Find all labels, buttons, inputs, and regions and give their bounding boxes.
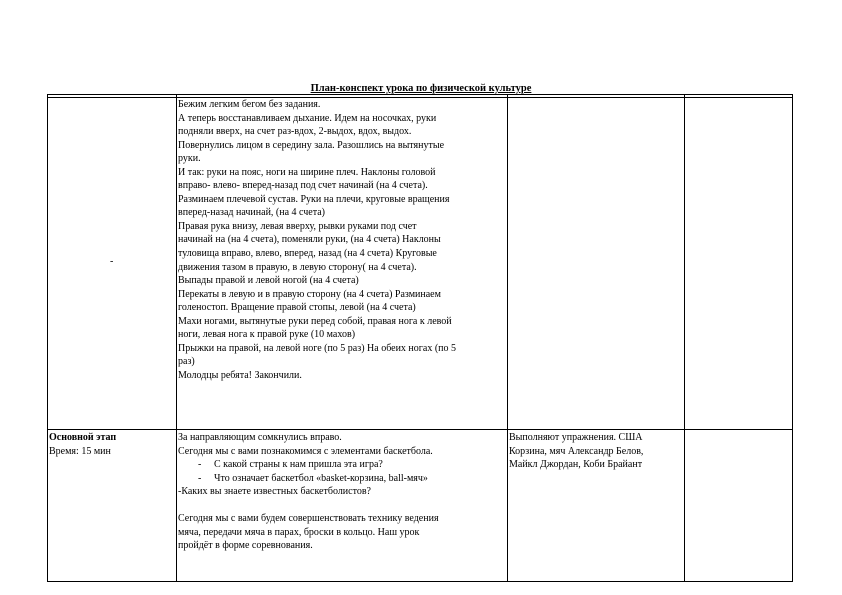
- text-line: Выпады правой и левой ногой (на 4 счета): [178, 275, 359, 287]
- text-line: -Каких вы знаете известных баскетболистов?: [178, 486, 371, 498]
- page-title: План-конспект урока по физической культуре: [310, 83, 532, 94]
- text-line: Сегодня мы с вами будем совершенствовать технику ведения: [178, 513, 439, 525]
- text-line: Махи ногами, вытянутые руки перед собой, правая нога к левой: [178, 315, 452, 327]
- text-line: движения тазом в правую, в левую сторону( на 4 счета).: [178, 261, 417, 273]
- text-line: вперед-назад начинай, (на 4 счета): [178, 207, 326, 219]
- table-left-border: [47, 94, 48, 582]
- student-activity-cell: [509, 431, 684, 472]
- text-line: раз): [178, 356, 195, 368]
- text-line: начинай на (на 4 счета), поменяли руки, (на 4 счета) Наклоны: [178, 234, 441, 246]
- text-line: За направляющим сомкнулись вправо.: [178, 432, 342, 443]
- table-right-border: [792, 94, 793, 582]
- text-line: Молодцы ребята! Закончили.: [178, 369, 302, 381]
- row-divider: [47, 429, 793, 430]
- text-line: подняли вверх, на счет раз-вдох, 2-выдох, вдох, выдох.: [178, 126, 412, 138]
- bullet-marker: -: [198, 459, 202, 471]
- text-line: А теперь восстанавливаем дыхание. Идем на носочках, руки: [178, 112, 437, 124]
- bullet-marker: -: [198, 472, 202, 484]
- text-line: Корзина, мяч Александр Белов,: [509, 445, 644, 457]
- stage-cell: [49, 431, 175, 458]
- text-line: Разминаем плечевой сустав. Руки на плечи, круговые вращения: [178, 193, 450, 205]
- text-line: Бежим легким бегом без задания.: [178, 99, 321, 110]
- table-bottom-border: [47, 581, 793, 582]
- stage-title: Основной этап: [49, 432, 117, 443]
- text-line: Выполняют упражнения. США: [509, 432, 643, 443]
- text-line: Повернулись лицом в середину зала. Разошлись на вытянутые: [178, 139, 445, 151]
- column-divider: [176, 94, 177, 582]
- blank-line: [178, 499, 508, 513]
- stage-placeholder-mark: -: [110, 256, 114, 267]
- text-line: руки.: [178, 153, 201, 165]
- text-line: мяча, передачи мяча в парах, броски в кольцо. Наш урок: [178, 526, 420, 538]
- text-line: Майкл Джордан, Коби Брайант: [509, 459, 643, 471]
- warmup-instructions: [178, 98, 508, 382]
- text-line: туловища вправо, влево, вперед, назад (на 4 счета) Круговые: [178, 248, 437, 260]
- text-line: голеностоп. Вращение правой стопы, левой (на 4 счета): [178, 302, 416, 314]
- lesson-plan-table: [47, 94, 793, 582]
- text-line: И так: руки на пояс, ноги на ширине плеч. Наклоны головой: [178, 166, 436, 178]
- text-line: ноги, левая нога к правой руке (10 махов): [178, 329, 356, 341]
- text-line: Правая рука внизу, левая вверху, рывки руками под счет: [178, 220, 417, 232]
- column-divider: [684, 94, 685, 582]
- main-stage-instructions: [178, 431, 508, 553]
- text-line: Сегодня мы с вами познакомимся с элементами баскетбола.: [178, 445, 433, 457]
- text-line: пройдёт в форме соревнования.: [178, 540, 313, 552]
- stage-time: Время: 15 мин: [49, 445, 111, 457]
- bullet-item: - С какой страны к нам пришла эта игра?: [198, 459, 383, 471]
- text-line: вправо- влево- вперед-назад под счет начинай (на 4 счета).: [178, 180, 428, 192]
- text-line: Прыжки на правой, на левой ноге (по 5 раз) На обеих ногах (по 5: [178, 342, 457, 354]
- text-line: Перекаты в левую и в правую сторону (на 4 счета) Разминаем: [178, 288, 441, 300]
- bullet-item: - Что означает баскетбол «basket-корзина, ball-мяч»: [198, 472, 428, 484]
